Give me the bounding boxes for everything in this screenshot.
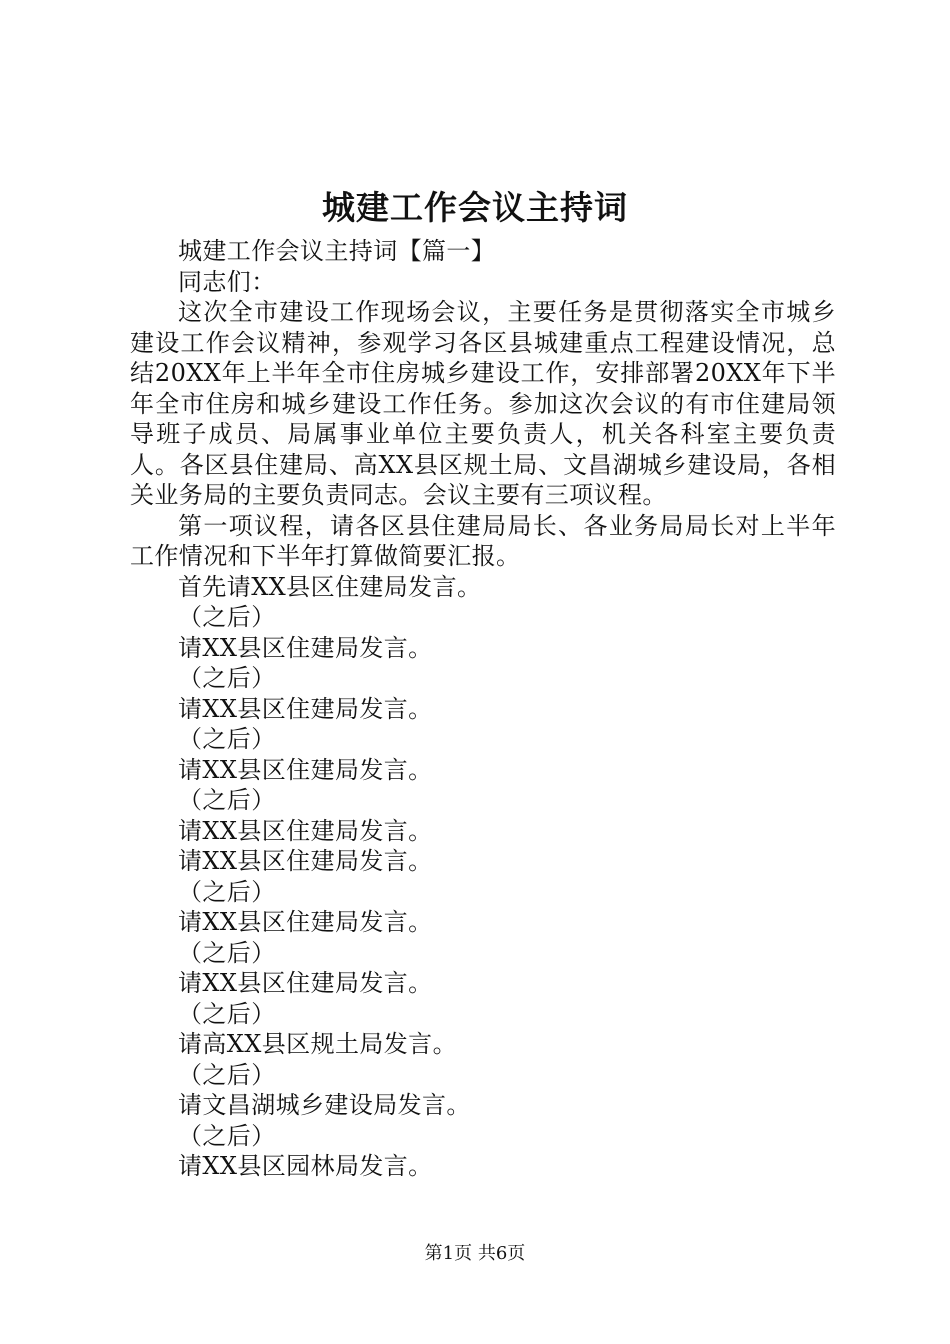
paragraph: 请文昌湖城乡建设局发言。 [178, 1091, 471, 1119]
paragraph: （之后） [178, 938, 276, 967]
paragraph: （之后） [178, 725, 276, 753]
paragraph: （之后） [178, 603, 276, 631]
paragraph: 请XX县区住建局发言。 [178, 908, 433, 936]
paragraph: 第一项议程，请各区县住建局局长、各业务局局长对上半年工作情况和下半年打算做简要汇报。 [130, 511, 836, 570]
paragraph: （之后） [178, 1121, 276, 1150]
paragraph: 请XX县区住建局发言。 [178, 969, 433, 997]
page-footer: 第1页 共6页 [424, 1243, 526, 1264]
paragraph: 请XX县区住建局发言。 [178, 847, 433, 875]
paragraph: （之后） [178, 664, 276, 692]
paragraph: 同志们： [178, 267, 276, 296]
paragraph: 请XX县区住建局发言。 [178, 816, 433, 845]
paragraph: （之后） [178, 877, 276, 906]
paragraph: 请XX县区园林局发言。 [178, 1152, 433, 1180]
paragraph: 请XX县区住建局发言。 [178, 694, 433, 723]
paragraph: （之后） [178, 999, 276, 1028]
document-title: 城建工作会议主持词 [322, 188, 628, 227]
document-body [130, 236, 836, 1182]
paragraph: 首先请XX县区住建局发言。 [178, 572, 482, 601]
paragraph: （之后） [178, 786, 276, 814]
paragraph: 请高XX县区规土局发言。 [178, 1030, 457, 1058]
paragraph: 请XX县区住建局发言。 [178, 755, 433, 784]
paragraph: 这次全市建设工作现场会议，主要任务是贯彻落实全市城乡建设工作会议精神，参观学习各区县城建重点工程建设情况，总结20XX年上半年全市住房城乡建设工作，安排部署20XX年下半年全市住房和城乡建设工作任务。参加这次会议的有市住建局领导班子成员、局属事业单位主要负责人，机关各科室主要负责人。各区县住建局、高XX县区规土局、文昌湖城乡建设局，各相关业务局的主要负责同志。会议主要有三项议程。 [130, 298, 836, 509]
paragraph: （之后） [178, 1060, 276, 1089]
paragraph: 请XX县区住建局发言。 [178, 633, 433, 662]
paragraph: 城建工作会议主持词【篇一】 [178, 237, 496, 265]
